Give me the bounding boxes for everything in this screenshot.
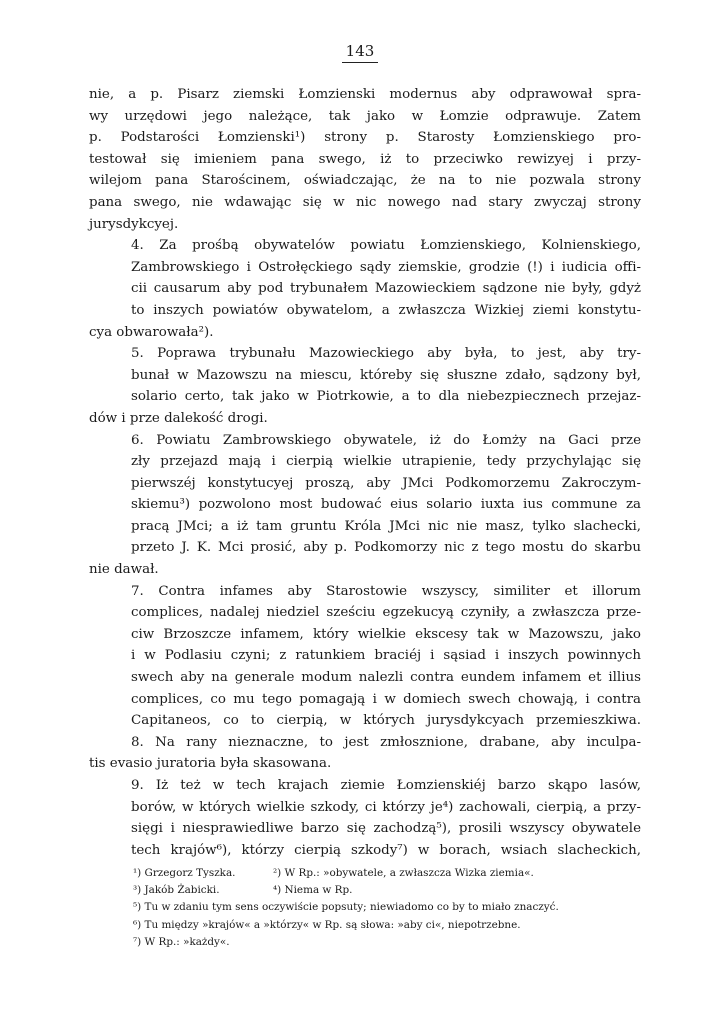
text-line: 6. Powiatu Zambrowskiego obywatele, iż do Łomży na Gaci prze (131, 432, 641, 448)
paragraph (89, 430, 641, 581)
text-line: solario certo, tak jako w Piotrkowie, a to dla niebezpiecznech przejaz- (131, 389, 641, 405)
text-line-last: jurysdykcyej. (89, 216, 179, 232)
text-line: 9. Iż też w tech krajach ziemie Łomzienskiéj barzo skąpo lasów, (131, 778, 641, 793)
footnotes (133, 865, 603, 951)
paragraph (89, 343, 641, 429)
text-line: p. Podstarości Łomzienski¹) strony p. Starosty Łomzienskiego pro- (89, 130, 641, 146)
text-line: zły przejazd mają i cierpią wielkie utrapienie, tedy przychylając się (131, 454, 641, 470)
text-line: ciw Brzoszcze infamem, który wielkie ekscesy tak w Mazowszu, jako (131, 626, 641, 642)
footnote-row (133, 899, 603, 916)
footnote: ⁷) W Rp.: »każdy«. (133, 935, 230, 948)
footnote: ¹) Grzegorz Tyszka. (133, 867, 236, 879)
text-line: to inszych powiatów obywatelom, a zwłaszcza Wizkiej ziemi konstytu- (131, 302, 641, 318)
text-line: 8. Na rany nieznaczne, to jest zmłosznione, drabane, aby inculpa- (131, 734, 641, 750)
paragraph (89, 84, 641, 235)
footnote: ⁵) Tu w zdaniu tym sens oczywiście popsuty; niewiadomo co by to miało znaczyć. (133, 901, 559, 914)
text-line: Zambrowskiego i Ostrołęckiego sądy ziemskie, grodzie (!) i iudicia offi- (131, 259, 641, 275)
page-number-text: 143 (342, 42, 379, 63)
footnote-row (133, 865, 603, 882)
text-line-last: tis evasio juratoria była skasowana. (89, 756, 332, 772)
text-line: testował się imieniem pana swego, iż to przeciwko rewizyej i przy- (89, 151, 641, 167)
text-line: tech krajów⁶), którzy cierpią szkody⁷) w borach, wsiach slacheckich, (131, 842, 641, 858)
text-line: sięgi i niesprawiedliwe barzo się zachodzą⁵), prosili wszyscy obywatele (131, 821, 641, 837)
page-number (0, 42, 720, 63)
text-line: wy urzędowi jego należące, tak jako w Łomzie odprawuje. Zatem (89, 108, 641, 124)
text-line: 5. Poprawa trybunału Mazowieckiego aby była, to jest, aby try- (131, 346, 641, 362)
footnote: ³) Jakób Żabicki. (133, 884, 220, 897)
text-line: skiemu³) pozwolono most budować eius solario iuxta ius commune za (131, 497, 641, 513)
text-line: bunał w Mazowszu na miescu, któreby się słuszne zdało, sądzony był, (131, 367, 641, 383)
text-line: cii causarum aby pod trybunałem Mazowieckiem sądzone nie były, gdyż (131, 281, 641, 297)
footnote: ²) W Rp.: »obywatele, a zwłaszcza Wizka ziemia«. (273, 867, 534, 879)
text-line: wilejom pana Starościnem, oświadczając, że na to nie pozwala strony (89, 173, 641, 189)
footnote-row (133, 934, 603, 951)
text-line: 7. Contra infames aby Starostowie wszyscy, similiter et illorum (131, 583, 641, 599)
text-line: swech aby na generale modum nalezli contra eundem infamem et illius (131, 670, 641, 686)
paragraph (89, 581, 641, 732)
paragraph (89, 732, 641, 775)
text-line: pracą JMci; a iż tam gruntu Króla JMci nic nie masz, tylko slachecki, (131, 518, 641, 534)
footnote-row (133, 917, 603, 934)
text-line: borów, w których wielkie szkody, ci którzy je⁴) zachowali, cierpią, a przy- (131, 799, 641, 815)
text-line: pierwszéj konstytucyej proszą, aby JMci Podkomorzemu Zakroczym- (131, 475, 641, 491)
text-line: nie, a p. Pisarz ziemski Łomzienski modernus aby odprawował spra- (89, 87, 641, 102)
footnote: ⁴) Niema w Rp. (273, 884, 353, 897)
text-line: przeto J. K. Mci prosić, aby p. Podkomorzy nic z tego mostu do skarbu (131, 540, 641, 556)
text-line: i w Podlasiu czyni; z ratunkiem braciéj i sąsiad i inszych powinnych (131, 648, 641, 664)
paragraph (89, 775, 641, 861)
text-line-last: dów i prze dalekość drogi. (89, 410, 268, 426)
footnote-row (133, 882, 603, 899)
text-line: complices, co mu tego pomagają i w domiech swech chowają, i contra (131, 691, 641, 707)
text-line: 4. Za prośbą obywatelów powiatu Łomzienskiego, Kolnienskiego, (131, 238, 641, 254)
footnote: ⁶) Tu między »krajów« a »którzy« w Rp. są słowa: »aby ci«, niepotrzebne. (133, 918, 521, 931)
text-line-last: cya obwarowała²). (89, 324, 214, 340)
text-line: pana swego, nie wdawając się w nic nowego nad stary zwyczaj strony (89, 194, 641, 210)
body-text (89, 84, 641, 861)
text-line: Capitaneos, co to cierpią, w których jurysdykcyach przemieszkiwa. (131, 713, 641, 729)
text-line-last: nie dawał. (89, 562, 159, 578)
text-line: complices, nadalej niedziel sześciu egzekucyą czyniły, a zwłaszcza prze- (131, 605, 641, 621)
paragraph (89, 235, 641, 343)
